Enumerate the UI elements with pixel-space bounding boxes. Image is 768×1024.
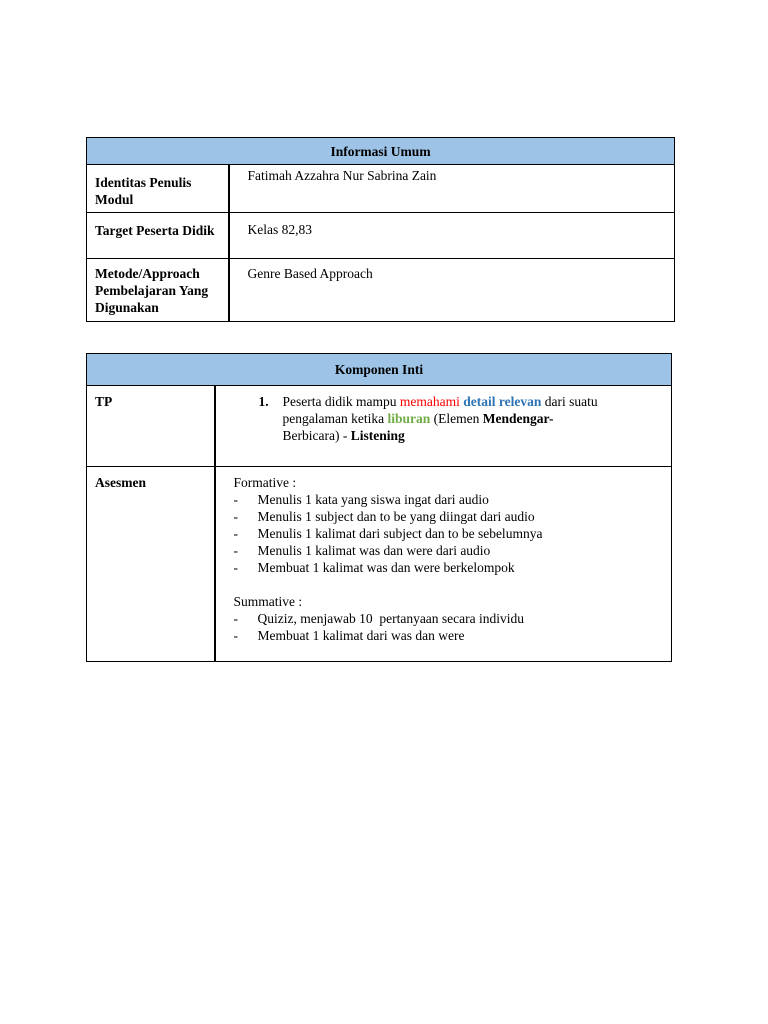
identitas-penulis-label: Identitas Penulis Modul xyxy=(87,165,229,213)
komponen-inti-table xyxy=(86,353,672,662)
list-item: - Menulis 1 kata yang siswa ingat dari audio xyxy=(233,492,489,507)
memahami-text: memahami xyxy=(399,394,460,409)
informasi-umum-table xyxy=(86,137,675,322)
identitas-penulis-value: Fatimah Azzahra Nur Sabrina Zain xyxy=(229,165,675,213)
tp-item-number: 1. xyxy=(258,394,269,409)
komponen-inti-header: Komponen Inti xyxy=(87,354,672,386)
asesmen-content xyxy=(215,467,672,662)
metode-approach-value: Genre Based Approach xyxy=(229,259,675,322)
table-row xyxy=(87,467,672,662)
list-item: - Menulis 1 subject dan to be yang diingat dari audio xyxy=(233,509,535,524)
tp-label: TP xyxy=(87,386,215,467)
listening-text: Listening xyxy=(350,428,405,443)
list-item: - Quiziz, menjawab 10 pertanyaan secara individu xyxy=(233,611,525,626)
summative-title: Summative : xyxy=(233,594,303,609)
tp-content xyxy=(215,386,672,467)
table-row xyxy=(87,259,675,322)
metode-approach-label: Metode/Approach Pembelajaran Yang Digunakan xyxy=(87,259,229,322)
detail-relevan-text: detail relevan xyxy=(463,394,542,409)
list-item: - Membuat 1 kalimat was dan were berkelompok xyxy=(233,560,515,575)
list-item: - Membuat 1 kalimat dari was dan were xyxy=(233,628,465,643)
table-row xyxy=(87,213,675,259)
table-row xyxy=(87,386,672,467)
list-item: - Menulis 1 kalimat was dan were dari audio xyxy=(233,543,491,558)
informasi-umum-header: Informasi Umum xyxy=(87,138,675,165)
asesmen-label: Asesmen xyxy=(87,467,215,662)
tp-list-item xyxy=(217,387,671,448)
tp-item-text: Peserta didik mampu memahami detail relevan dari suatu pengalaman ketika liburan (Elemen Mendengar- Berbicara) - Listening xyxy=(282,394,598,443)
formative-title: Formative : xyxy=(233,475,297,490)
target-peserta-value: Kelas 82,83 xyxy=(229,213,675,259)
table-row xyxy=(87,165,675,213)
list-item: - Menulis 1 kalimat dari subject dan to be sebelumnya xyxy=(233,526,543,541)
target-peserta-label: Target Peserta Didik xyxy=(87,213,229,259)
mendengar-text: Mendengar- xyxy=(482,411,554,426)
liburan-text: liburan xyxy=(387,411,431,426)
